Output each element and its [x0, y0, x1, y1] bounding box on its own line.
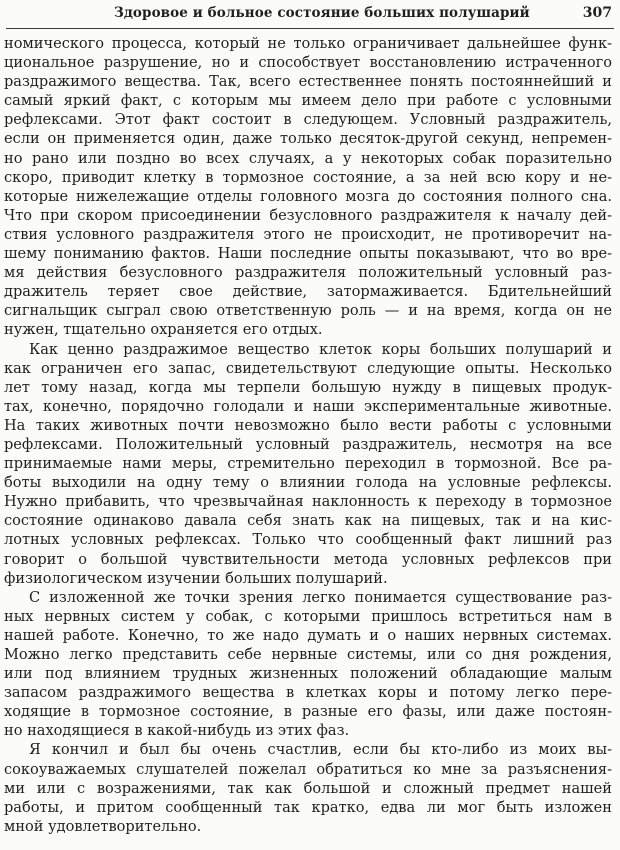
text-line: боты выходили на одну тему о влиянии голода на условные рефлексы. [4, 474, 612, 492]
text-line: но рано или поздно во всех случаях, а у некоторых собак поразительно [4, 149, 612, 167]
text-line: Что при скором присоединении безусловного раздражителя к началу дей- [4, 206, 612, 224]
text-line: ствия условного раздражителя этого не происходит, не противоречит на- [4, 225, 612, 243]
text-line: На таких животных почти невозможно было вести работы с условными [4, 416, 612, 434]
text-line: ных нервных систем у собак, с которыми пришлось встретиться нам в [4, 607, 612, 625]
text-line: нужен, тщательно охраняется его отдых. [4, 321, 323, 339]
page-header [6, 2, 614, 29]
text-line: Я кончил и был бы очень счастлив, если бы кто-либо из моих вы- [29, 741, 612, 759]
running-title: Здоровое и больное состояние больших полушарий [114, 5, 530, 21]
text-line: ходящие в тормозное состояние, в разные его фазы, или даже постоян- [4, 703, 612, 721]
text-line: как ограничен его запас, свидетельствуют следующие опыты. Несколько [4, 359, 612, 377]
text-line: раздражимого вещества. Так, всего естественнее понять постояннейший и [4, 73, 612, 91]
text-line: нашей работе. Конечно, то же надо думать и о наших нервных системах. [4, 626, 612, 644]
text-line: принимаемые нами меры, стремительно переходил в тормозной. Все ра- [4, 455, 612, 473]
text-line: запасом раздражимого вещества в клетках коры и потому легко пере- [4, 684, 612, 702]
text-line: говорит о большой чувствительности метода условных рефлексов при [4, 550, 612, 568]
text-line: С изложенной же точки зрения легко понимается существование раз- [29, 588, 612, 606]
body-text [4, 34, 612, 836]
text-line: сигнальщик сыграл свою ответственную роль — и на время, когда он не [4, 302, 612, 320]
page-number: 307 [582, 5, 612, 21]
text-line: рефлексами. Этот факт состоит в следующем. Условный раздражитель, [4, 111, 612, 129]
text-line: но находящиеся в какой-нибудь из этих фаз. [4, 722, 350, 740]
text-line: физиологическом изучении больших полушарий. [4, 569, 388, 587]
text-line: лет тому назад, когда мы терпели большую нужду в пищевых продук- [4, 378, 612, 396]
text-line: работы, и притом сообщенный так кратко, едва ли мог быть изложен [4, 798, 612, 816]
text-line: скоро, приводит клетку в тормозное состояние, а за ней всю кору и не- [4, 168, 612, 186]
text-line: Как ценно раздражимое вещество клеток коры больших полушарий и [29, 340, 612, 358]
text-line: лотных условных рефлексах. Только что сообщенный факт лишний раз [4, 531, 612, 549]
text-line: самый яркий факт, с которым мы имеем дело при работе с условными [4, 92, 612, 110]
text-line: мя действия безусловного раздражителя положительный условный раз- [4, 264, 612, 282]
text-line: дражитель теряет свое действие, затормаживается. Бдительнейший [4, 283, 612, 301]
text-line: которые нижележащие отделы головного мозга до состояния полного сна. [4, 187, 612, 205]
text-line: если он применяется один, даже только десяток-другой секунд, непремен- [4, 130, 612, 148]
text-line: сокоуважаемых слушателей пожелал обратиться ко мне за разъяснения- [4, 760, 612, 778]
text-line: ми или с возражениями, так как большой и сложный предмет нашей [4, 779, 612, 797]
text-line: состояние одинаково давала себя знать как на пищевых, так и на кис- [4, 512, 612, 530]
text-line: тах, конечно, порядочно голодали и наши экспериментальные животные. [4, 397, 612, 415]
text-line: Можно легко представить себе нервные системы, или со дня рождения, [4, 646, 612, 663]
text-line: номического процесса, который не только ограничивает дальнейшее функ- [4, 35, 612, 52]
text-line: рефлексами. Положительный условный раздражитель, несмотря на все [4, 435, 612, 453]
text-line: шему пониманию фактов. Наши последние опыты показывают, что во вре- [4, 245, 612, 263]
text-line: Нужно прибавить, что чрезвычайная наклонность к переходу в тормозное [4, 493, 612, 511]
text-line: или под влиянием трудных жизненных положений обладающие малым [4, 665, 612, 683]
text-line: циональное разрушение, но и способствует восстановлению истраченного [4, 54, 612, 72]
text-line: мной удовлетворительно. [4, 817, 202, 835]
